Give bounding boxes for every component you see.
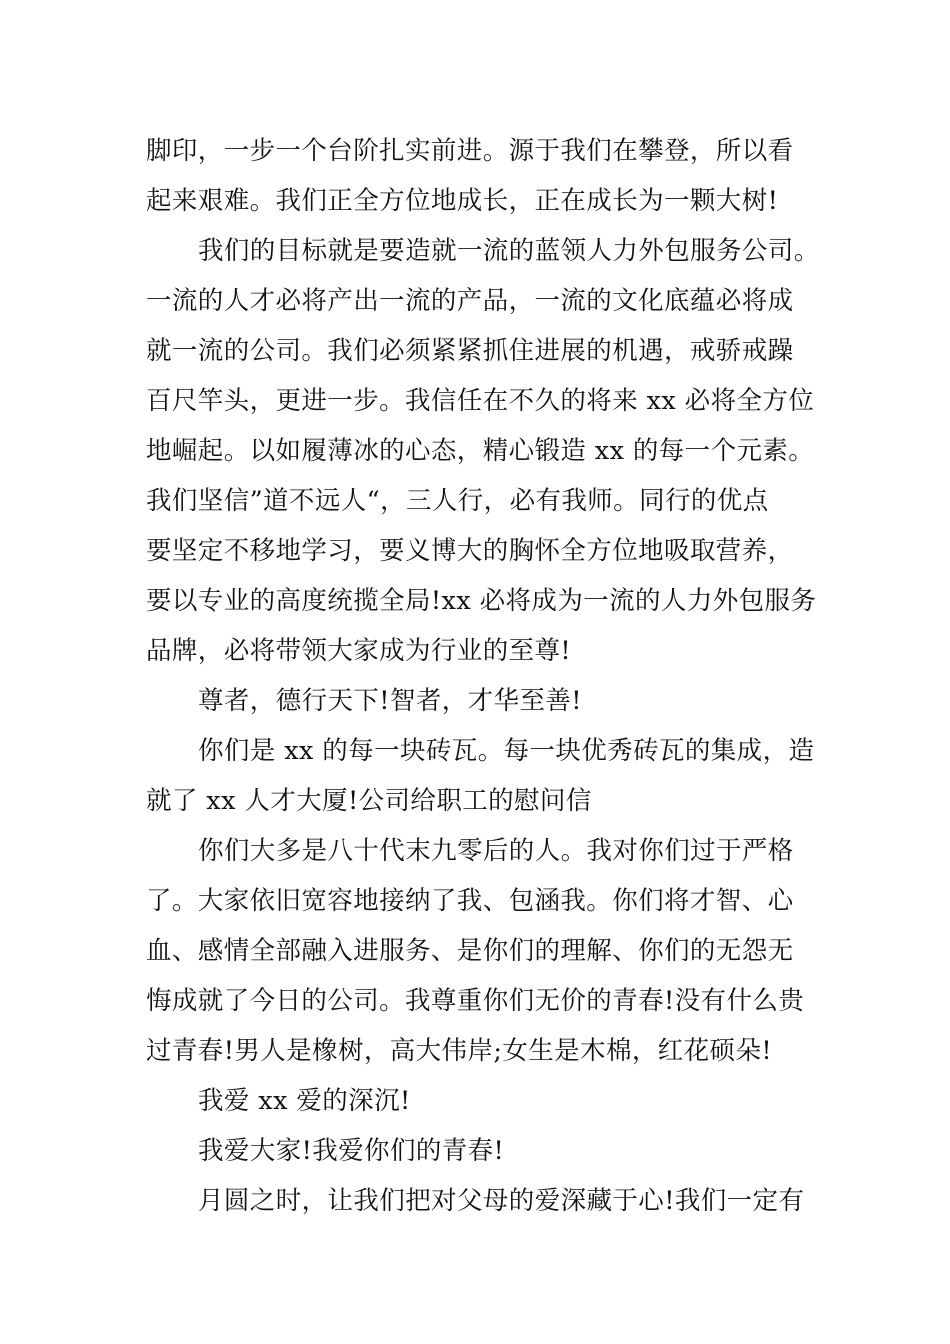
- text-line: 就了 xx 人才大厦!公司给职工的慰问信: [146, 786, 592, 816]
- text-line: 你们大多是八十代末九零后的人。我对你们过于严格: [198, 836, 794, 866]
- text-line: 起来艰难。我们正全方位地成长，正在成长为一颗大树!: [146, 186, 779, 216]
- text-line: 就一流的公司。我们必须紧紧抓住进展的机遇，戒骄戒躁: [146, 336, 794, 366]
- text-line: 品牌，必将带领大家成为行业的至尊!: [146, 636, 572, 666]
- text-line: 我爱 xx 爱的深沉!: [198, 1086, 411, 1116]
- text-line: 月圆之时，让我们把对父母的爱深藏于心!我们一定有: [198, 1186, 805, 1216]
- text-line: 过青春!男人是橡树，高大伟岸;女生是木棉，红花硕朵!: [146, 1036, 772, 1066]
- text-line: 地崛起。以如履薄冰的心态，精心锻造 xx 的每一个元素。: [146, 436, 815, 466]
- text-line: 我爱大家!我爱你们的青春!: [198, 1136, 505, 1166]
- text-line: 你们是 xx 的每一块砖瓦。每一块优秀砖瓦的集成，造: [198, 736, 815, 766]
- text-line: 一流的人才必将产出一流的产品，一流的文化底蕴必将成: [146, 286, 794, 316]
- text-line: 血、感情全部融入进服务、是你们的理解、你们的无怨无: [146, 936, 794, 966]
- text-line: 了。大家依旧宽容地接纳了我、包涵我。你们将才智、心: [146, 886, 794, 916]
- text-line: 尊者，德行天下!智者，才华至善!: [198, 686, 582, 716]
- text-line: 百尺竿头，更进一步。我信任在不久的将来 xx 必将全方位: [146, 386, 815, 416]
- text-line: 悔成就了今日的公司。我尊重你们无价的青春!没有什么贵: [146, 986, 805, 1016]
- text-line: 我们的目标就是要造就一流的蓝领人力外包服务公司。: [198, 236, 820, 266]
- document-body: [146, 126, 826, 1226]
- text-line: 要以专业的高度统揽全局!xx 必将成为一流的人力外包服务: [146, 586, 817, 616]
- text-line: 我们坚信”道不远人“，三人行，必有我师。同行的优点: [146, 486, 769, 516]
- text-line: 要坚定不移地学习，要义博大的胸怀全方位地吸取营养，: [146, 536, 794, 566]
- text-line: 脚印，一步一个台阶扎实前进。源于我们在攀登，所以看: [146, 136, 794, 166]
